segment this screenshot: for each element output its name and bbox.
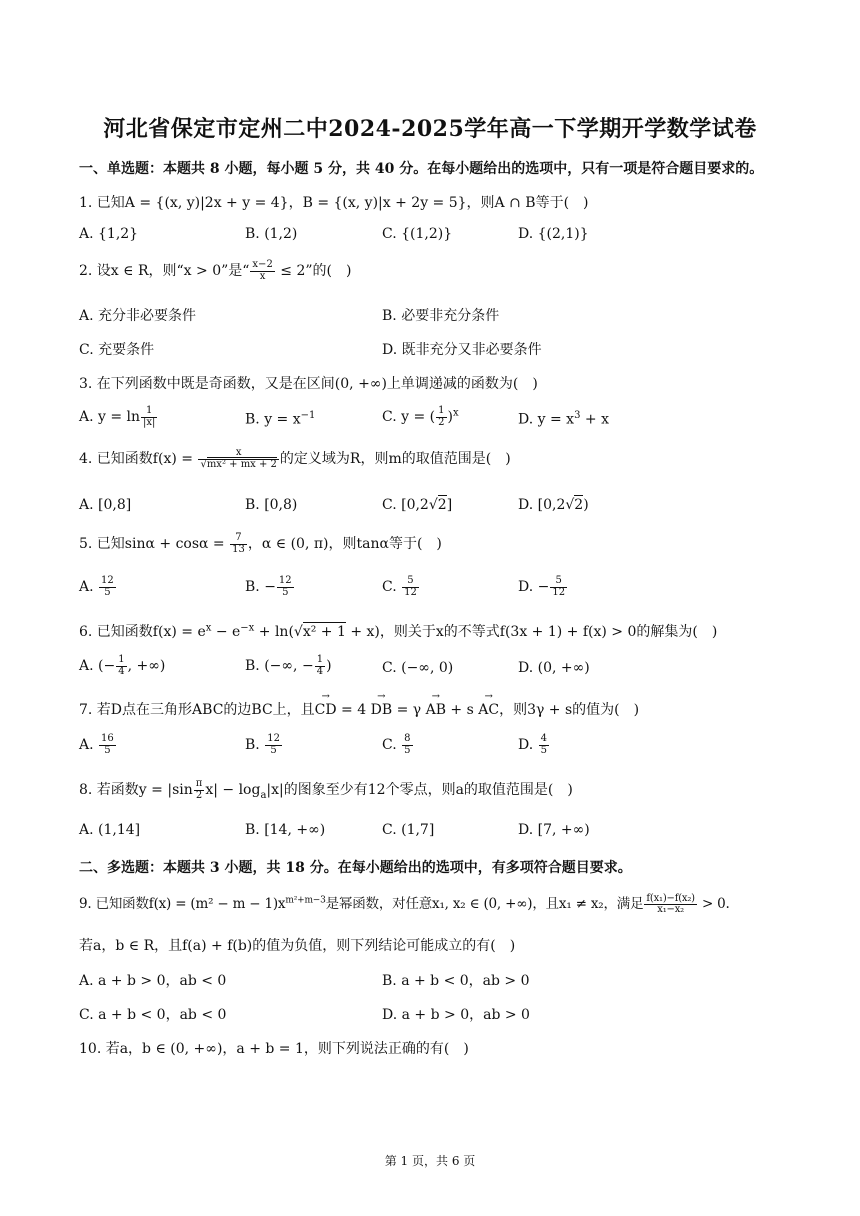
q1-option-d: D. {(2,1)} (518, 226, 589, 242)
q5-option-d: D. − $\frac{5}{12}$ (518, 575, 566, 598)
question-2: 2. 设x ∈ R，则“x > 0”是“ $\frac{x-2}{x}$ ≤ 2”的( ) (79, 259, 352, 282)
q6-option-b: B. (−∞, − $\frac{1}{4}$ ) (245, 654, 332, 677)
question-5: 5. 已知sinα + cosα = $\frac{7}{13}$ ，α ∈ (0, π)，则tanα等于( ) (79, 532, 442, 555)
question-9: 9. 已知函数$f(x) = (m^2 - m - 1)x^{m^2+m-3}$是幂函数，对任意x₁, x₂ ∈ (0, +∞)，且x₁ ≠ x₂，满足 $\frac{\text{f(x₁)−f(x₂)}}{\text{x₁−x₂}}$ > 0. (79, 892, 730, 915)
question-10: 10. 若a，b ∈ (0, +∞)，a + b = 1，则下列说法正确的有( ) (79, 1041, 469, 1057)
q7-option-b: B. $\frac{12}{5}$ (245, 733, 280, 756)
q6-option-a: A. (− $\frac{1}{4}$ , +∞) (79, 654, 166, 677)
q2-option-b: B. 必要非充分条件 (382, 308, 500, 324)
page-footer: 第 1 页，共 6 页 (384, 1154, 476, 1168)
question-9-line-2: 若a，b ∈ R，且f(a) + f(b)的值为负值，则下列结论可能成立的有( ) (79, 938, 516, 954)
q7-option-d: D. $\frac{4}{5}$ (518, 733, 548, 756)
question-8: 8. 若函数y = |sin $\frac{\pi}{2}$ $x| - \log_a|x|$的图象至少有12个零点，则a的取值范围是( ) (79, 778, 573, 801)
q7-option-a: A. $\frac{16}{5}$ (79, 733, 114, 756)
question-7: 7. 若D点在三角形ABC的边BC上，且→ CD = 4 → DB = γ → AB + s → AC，则3γ + s的值为( ) (79, 699, 639, 719)
q2-option-d: D. 既非充分又非必要条件 (382, 342, 542, 358)
q6-option-d: D. (0, +∞) (518, 660, 590, 676)
q9-option-a: A. a + b > 0，ab < 0 (79, 973, 227, 989)
q5-option-a: A. $\frac{12}{5}$ (79, 575, 114, 598)
question-6: 6. 已知函数$f(x) = e^x - e^{-x} + \ln(√x^2 + 1 + x)$，则关于x的不等式f(3x + 1) + f(x) > 0的解集为( ) (79, 622, 718, 640)
q1-option-b: B. (1,2) (245, 226, 298, 242)
q5-option-c: C. $\frac{5}{12}$ (382, 575, 417, 598)
q4-option-c: C. [0,2√2] (382, 497, 453, 513)
q8-option-b: B. [14, +∞) (245, 822, 326, 838)
q2-option-c: C. 充要条件 (79, 342, 155, 358)
q8-option-c: C. (1,7] (382, 822, 435, 838)
q4-option-b: B. [0,8) (245, 497, 298, 513)
q3-option-b: B. $y = x^{-1}$ (245, 410, 316, 428)
question-3: 3. 在下列函数中既是奇函数，又是在区间(0, +∞)上单调递减的函数为( ) (79, 376, 538, 392)
q9-option-c: C. a + b < 0，ab < 0 (79, 1007, 227, 1023)
q5-option-b: B. − $\frac{12}{5}$ (245, 575, 292, 598)
q3-option-d: D. $y = x^3 + x$ (518, 410, 609, 428)
question-4: 4. 已知函数f(x) = $\frac{x}{\text{√mx² + mx + 2}}$ 的定义域为R，则m的取值范围是( ) (79, 447, 511, 470)
question-1: 1. 已知A = {(x, y)|2x + y = 4}，B = {(x, y)|x + 2y = 5}，则A ∩ B等于( ) (79, 195, 589, 211)
q1-option-c: C. {(1,2)} (382, 226, 453, 242)
section-single-choice: 一、单选题：本题共 8 小题，每小题 5 分，共 40 分。在每小题给出的选项中，只有一项是符合题目要求的。 (79, 161, 764, 177)
q9-option-b: B. a + b < 0，ab > 0 (382, 973, 530, 989)
q9-option-d: D. a + b > 0，ab > 0 (382, 1007, 530, 1023)
q2-option-a: A. 充分非必要条件 (79, 308, 197, 324)
q3-option-c: C. y = ( $\frac{1}{2}$ )$^x$ (382, 405, 459, 428)
q8-option-d: D. [7, +∞) (518, 822, 590, 838)
q7-option-c: C. $\frac{8}{5}$ (382, 733, 411, 756)
q3-option-a: A. y = ln $\frac{1}{|x|}$ (79, 405, 156, 428)
q1-option-a: A. {1,2} (79, 226, 139, 242)
section-multiple-choice: 二、多选题：本题共 3 小题，共 18 分。在每小题给出的选项中，有多项符合题目要求。 (79, 860, 632, 876)
q4-option-d: D. [0,2√2) (518, 497, 589, 513)
q4-option-a: A. [0,8] (79, 497, 132, 513)
q8-option-a: A. (1,14] (79, 822, 141, 838)
page-title: 河北省保定市定州二中2024-2025学年高一下学期开学数学试卷 (103, 116, 757, 142)
q6-option-c: C. (−∞, 0) (382, 660, 454, 676)
